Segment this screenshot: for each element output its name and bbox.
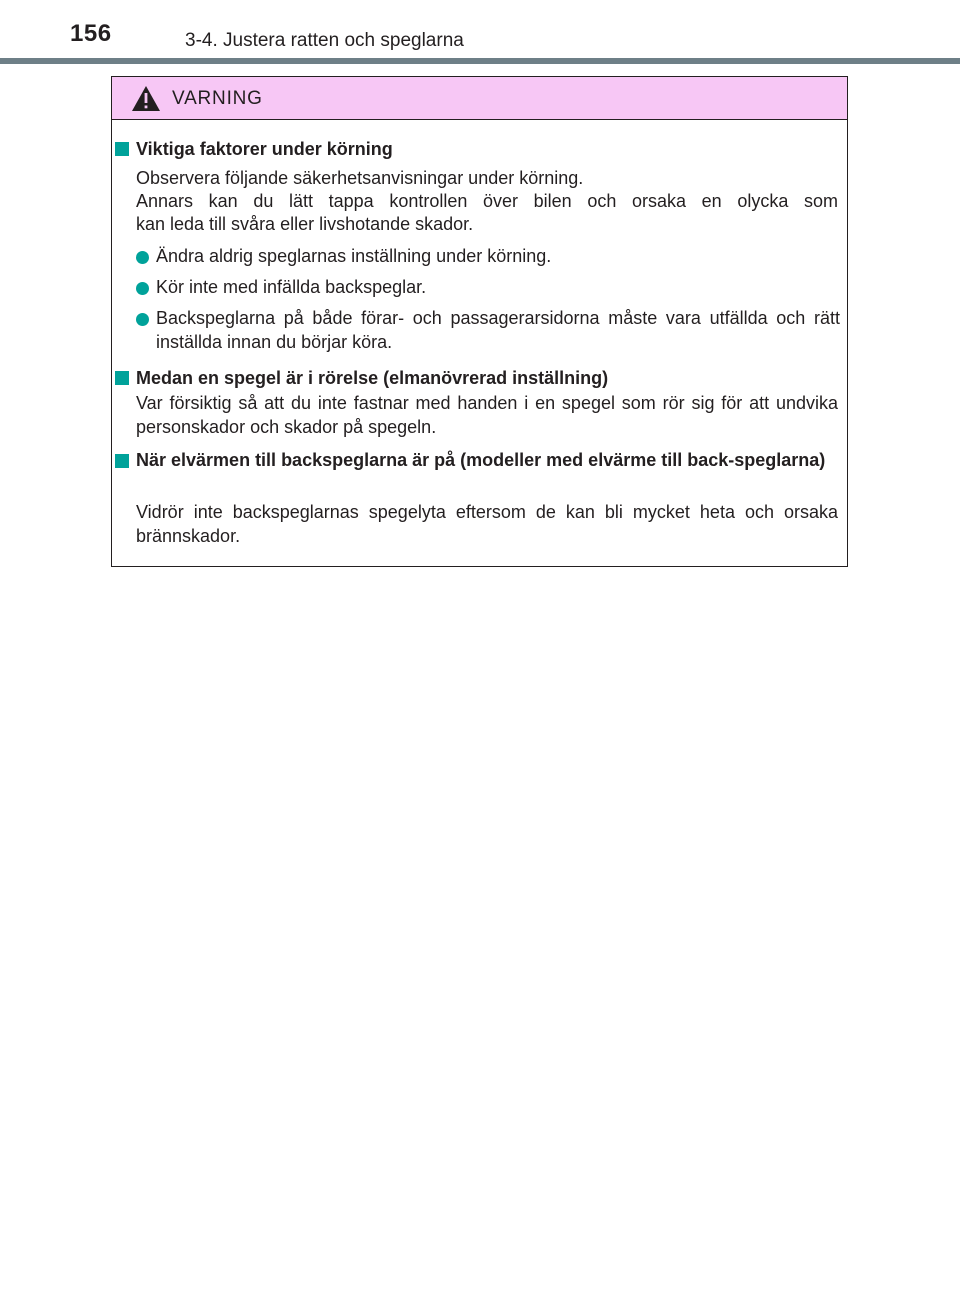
- warning-triangle-icon: [131, 85, 161, 112]
- section-marker: [115, 142, 129, 156]
- bullet-item: Backspeglarna på både förar- och passagerarsidorna måste vara utfällda och rätt inställda innan du börjar köra.: [156, 308, 840, 352]
- section-heading: Medan en spegel är i rörelse (elmanövrerad inställning): [136, 368, 609, 388]
- section-heading: När elvärmen till backspeglarna är på (modeller med elvärme till back-speglarna): [136, 450, 826, 470]
- bullet-item: Ändra aldrig speglarnas inställning under körning.: [156, 246, 552, 266]
- warning-box: [111, 76, 848, 567]
- section-marker: [115, 454, 129, 468]
- header-rule: [0, 58, 960, 64]
- section-heading: Viktiga faktorer under körning: [136, 139, 393, 159]
- section-paragraph: Observera följande säkerhetsanvisningar under körning.: [136, 168, 584, 188]
- bullet-dot: [136, 251, 149, 264]
- warning-header: [112, 77, 847, 120]
- bullet-item: Kör inte med infällda backspeglar.: [156, 277, 427, 297]
- section-paragraph: kan leda till svåra eller livshotande skador.: [136, 214, 474, 234]
- section-title: 3-4. Justera ratten och speglarna: [185, 30, 464, 51]
- section-paragraph: Vidrör inte backspeglarnas spegelyta eftersom de kan bli mycket heta och orsaka brännskador.: [136, 502, 838, 546]
- section-paragraph: Var försiktig så att du inte fastnar med handen i en spegel som rör sig för att undvika personskador och skador på spegeln.: [136, 393, 838, 437]
- bullet-dot: [136, 282, 149, 295]
- page-header: [0, 0, 960, 66]
- section-paragraph: Annars kan du lätt tappa kontrollen över bilen och orsaka en olycka som: [136, 191, 838, 211]
- section-marker: [115, 371, 129, 385]
- bullet-dot: [136, 313, 149, 326]
- warning-title: VARNING: [172, 88, 263, 109]
- page-number: 156: [70, 20, 112, 47]
